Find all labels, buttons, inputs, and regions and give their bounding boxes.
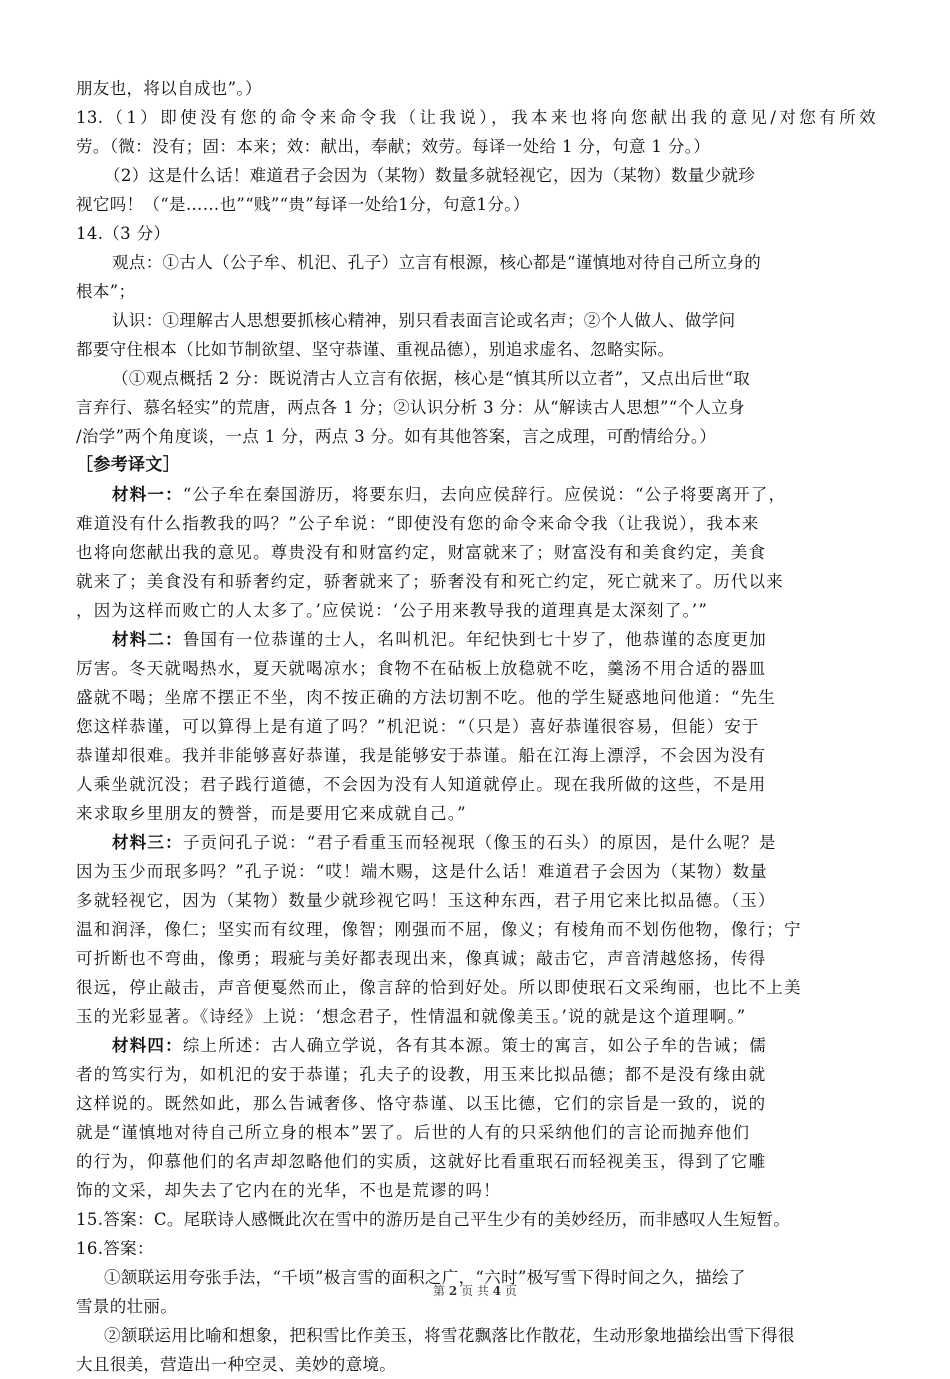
text-line: 认识：①理解古人思想要抓核心精神，别只看表面言论或名声；②个人做人、做学问 [112,311,736,330]
total-page-count: 4 [492,1284,502,1298]
material-2-line: 恭谨却很难。我并非能够喜好恭谨，我是能够安于恭谨。船在江海上漂浮，不会因为没有 [76,746,767,765]
material-2-line: 人乘坐就沉没；君子践行道德，不会因为没有人知道就停止。现在我所做的这些，不是用 [76,775,767,794]
material-2-line: 来求取乡里朋友的赞誉，而是要用它来成就自己。” [76,804,467,823]
material-4-line: 饰的文采，却失去了它内在的光华，不也是荒谬的吗！ [76,1181,501,1200]
material-4-first-line: 材料四：综上所述：古人确立学说，各有其本源。策士的寓言，如公子牟的告诫；儒 [112,1036,767,1055]
material-3-line: 玉的光彩显著。《诗经》上说：‘想念君子，性情温和就像美玉。’说的就是这个道理啊。” [76,1007,747,1026]
text-line: 劳。（微：没有；固：本来；效：献出，奉献；效劳。每译一处给 1 分，句意 1 分。） [76,137,711,156]
reference-translation-heading: ［参考译文］ [76,455,181,475]
material-3-line: 因为玉少而珉多吗？”孔子说：“哎！端木赐，这是什么话！难道君子会因为（某物）数量 [76,862,768,881]
material-4-line: 的行为，仰慕他们的名声却忽略他们的实质，这就好比看重珉石而轻视美玉，得到了它雕 [76,1152,767,1171]
material-4-label: 材料四： [112,1036,183,1055]
material-2-line: 盛就不喝；坐席不摆正不坐，肉不按正确的方法切割不吃。他的学生疑惑地问他道：“先生 [76,688,776,707]
text-line: ②颔联运用比喻和想象，把积雪比作美玉，将雪花飘落比作散花，生动形象地描绘出雪下得很 [104,1326,795,1345]
text-line: 朋友也，将以自成也”。） [76,79,262,98]
material-3-line: 多就轻视它，因为（某物）数量少就珍视它吗！玉这种东西，君子用它来比拟品德。（玉） [76,891,776,910]
text-line: （①观点概括 2 分：既说清古人立言有依据，核心是“慎其所以立者”，又点出后世“取 [112,369,751,388]
text-line: 根本”； [76,282,136,301]
material-4-line: 者的笃实行为，如机汜的安于恭谨；孔夫子的设教，用玉来比拟品德；都不是没有缘由就 [76,1065,767,1084]
material-4-line: 就是“谨慎地对待自己所立身的根本”罢了。后世的人有的只采纳他们的言论而抛弃他们 [76,1123,751,1142]
question-16-heading: 16.答案： [76,1239,154,1258]
material-2-line: 您这样恭谨，可以算得上是有道了吗？”机汜说：“（只是）喜好恭谨很容易，但能）安于 [76,717,760,736]
text-line: 言弃行、慕名轻实”的荒唐，两点各 1 分；②认识分析 3 分：从“解读古人思想”“个人立身 [76,398,745,417]
current-page-number: 2 [448,1284,458,1298]
material-1-first-line: 材料一：“公子牟在秦国游历，将要东归，去向应侯辞行。应侯说：“公子将要离开了， [112,485,787,504]
text-line: （2）这是什么话！难道君子会因为（某物）数量多就轻视它，因为（某物）数量少就珍 [104,166,756,185]
question-14-heading: 14.（3 分） [76,224,171,243]
material-1-line: ，因为这样而败亡的人太多了。’应侯说：‘公子用来教导我的道理真是太深刻了。’” [76,601,708,620]
text-line: 都要守住根本（比如节制欲望、坚守恭谨、重视品德），别追求虚名、忽略实际。 [76,340,675,359]
material-2-first-line: 材料二：鲁国有一位恭谨的士人，名叫机汜。年纪快到七十岁了，他恭谨的态度更加 [112,630,767,649]
text-line: 雪景的壮丽。 [76,1297,178,1316]
material-2-label: 材料二： [112,630,183,649]
material-3-first-line: 材料三：子贡问孔子说：“君子看重玉而轻视珉（像玉的石头）的原因，是什么呢？是 [112,833,777,852]
text-line: 大且很美，营造出一种空灵、美妙的意境。 [76,1355,397,1374]
page-footer: 第 2 页 共 4 页 [433,1284,517,1298]
material-1-line: 也将向您献出我的意见。尊贵没有和财富约定，财富就来了；财富没有和美食约定，美食 [76,543,767,562]
question-15-answer: 15.答案：C。尾联诗人感慨此次在雪中的游历是自己平生少有的美妙经历，而非感叹人生短暂。 [76,1210,791,1229]
text-line: ①颔联运用夸张手法，“千顷”极言雪的面积之广，“六时”极写雪下得时间之久，描绘了 [104,1268,746,1287]
text-line: 13.（1）即使没有您的命令来命令我（让我说），我本来也将向您献出我的意见/对您有所效 [76,108,876,127]
text-line: 视它吗！（“是……也”“贱”“贵”每译一处给1分，句意1分。） [76,195,530,214]
material-1-label: 材料一： [112,485,183,504]
text-line: /治学”两个角度谈，一点 1 分，两点 3 分。如有其他答案，言之成理，可酌情给分。） [76,427,717,446]
answer-key-content [76,74,876,1379]
text-line: 观点：①古人（公子牟、机汜、孔子）立言有根源，核心都是“谨慎地对待自己所立身的 [112,253,762,272]
material-3-line: 温和润泽，像仁；坚实而有纹理，像智；刚强而不屈，像义；有棱角而不划伤他物，像行；宁 [76,920,802,939]
material-1-line: 难道没有什么指教我的吗？”公子牟说：“即使没有您的命令来命令我（让我说），我本来 [76,514,760,533]
material-4-line: 这样说的。既然如此，那么告诫奢侈、恪守恭谨、以玉比德，它们的宗旨是一致的，说的 [76,1094,767,1113]
material-3-line: 很远，停止敲击，声音便戛然而止，像言辞的恰到好处。所以即使珉石文采绚丽，也比不上美 [76,978,802,997]
material-2-line: 厉害。冬天就喝热水，夏天就喝凉水；食物不在砧板上放稳就不吃，羹汤不用合适的器皿 [76,659,767,678]
material-1-line: 就来了；美食没有和骄奢约定，骄奢就来了；骄奢没有和死亡约定，死亡就来了。历代以来 [76,572,784,591]
material-3-label: 材料三： [112,833,183,852]
material-3-line: 可折断也不弯曲，像勇；瑕疵与美好都表现出来，像真诚；敲击它，声音清越悠扬，传得 [76,949,767,968]
